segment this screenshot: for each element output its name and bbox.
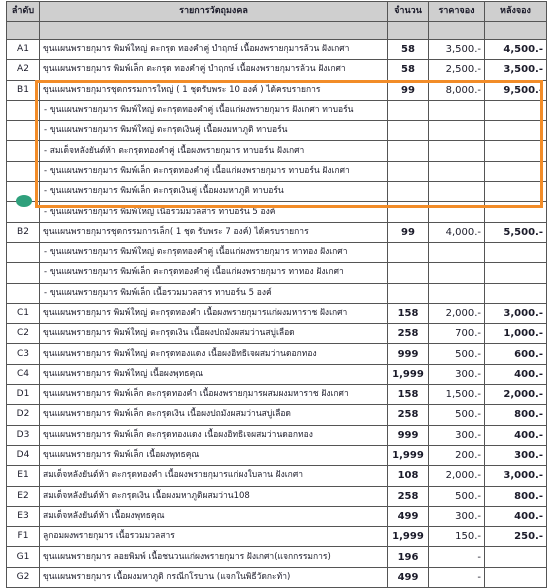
- table-row: [7, 121, 547, 141]
- row-rent-price: [429, 202, 485, 222]
- row-rent-price: 300.-: [429, 364, 485, 384]
- row-code: C2: [7, 324, 40, 344]
- row-name: สมเด็จหลังยันต์ห้า ตะกรุดเงิน เนื้อผงมหาภูติผสมว่าน108: [40, 486, 388, 506]
- row-after-price: 800.-: [485, 486, 547, 506]
- row-after-price: 400.-: [485, 364, 547, 384]
- row-after-price: 400.-: [485, 425, 547, 445]
- row-code: C1: [7, 303, 40, 323]
- row-qty: [388, 141, 429, 161]
- col-header-after: หลังจอง: [485, 2, 547, 22]
- row-qty: 196: [388, 547, 429, 567]
- row-qty: 1,999: [388, 445, 429, 465]
- row-after-price: [485, 121, 547, 141]
- row-rent-price: 1,500.-: [429, 385, 485, 405]
- row-name: ขุนแผนพรายกุมาร พิมพ์เล็ก เนื้อผงพุทธคุณ: [40, 445, 388, 465]
- row-after-price: 3,500.-: [485, 60, 547, 80]
- row-rent-price: 3,500.-: [429, 40, 485, 60]
- row-qty: 1,999: [388, 527, 429, 547]
- row-rent-price: 200.-: [429, 445, 485, 465]
- row-rent-price: [429, 182, 485, 202]
- row-rent-price: 2,000.-: [429, 303, 485, 323]
- row-code: A1: [7, 40, 40, 60]
- row-code: [7, 242, 40, 262]
- row-qty: 58: [388, 40, 429, 60]
- row-after-price: [485, 161, 547, 181]
- row-qty: 499: [388, 567, 429, 587]
- row-after-price: [485, 283, 547, 303]
- row-name: ขุนแผนพรายกุมาร พิมพ์เล็ก ตะกรุดเงิน เนื้อผงปถมังผสมว่านสบู่เลือด: [40, 405, 388, 425]
- row-code: C4: [7, 364, 40, 384]
- row-qty: 999: [388, 425, 429, 445]
- table-row: [7, 60, 547, 80]
- row-qty: [388, 121, 429, 141]
- row-qty: 258: [388, 486, 429, 506]
- row-name: สมเด็จหลังยันต์ห้า ตะกรุดทองคำ เนื้อผงพรายกุมารแก่ผงใบลาน ฝังเกศา: [40, 466, 388, 486]
- row-after-price: 2,000.-: [485, 385, 547, 405]
- row-qty: 58: [388, 60, 429, 80]
- col-header-rent: ราคาจอง: [429, 2, 485, 22]
- row-name: ขุนแผนพรายกุมารชุดกรรมการเล็ก( 1 ชุด รับพระ 7 องค์) ได้ครบรายการ: [40, 222, 388, 242]
- blank-row: [7, 22, 547, 40]
- row-code: E3: [7, 506, 40, 526]
- row-after-price: 800.-: [485, 405, 547, 425]
- row-name: - ขุนแผนพรายกุมาร พิมพ์เล็ก ตะกรุดเงินคู่ เนื้อผงมหาภูติ ทาบอร์น: [40, 182, 388, 202]
- row-rent-price: 2,000.-: [429, 466, 485, 486]
- col-header-code: ลำดับ: [7, 2, 40, 22]
- row-qty: 99: [388, 80, 429, 100]
- row-rent-price: 2,500.-: [429, 60, 485, 80]
- row-after-price: 1,000.-: [485, 324, 547, 344]
- row-rent-price: [429, 100, 485, 120]
- row-name: ขุนแผนพรายกุมาร พิมพ์ใหญ่ ตะกรุดทองคำ เนื้อผงพรายกุมารแก่ผงมหาราช ฝังเกศา: [40, 303, 388, 323]
- table-row: [7, 506, 547, 526]
- marker-dot: [16, 195, 32, 207]
- row-rent-price: [429, 242, 485, 262]
- row-code: A2: [7, 60, 40, 80]
- table-row: [7, 364, 547, 384]
- row-qty: [388, 283, 429, 303]
- row-name: ขุนแผนพรายกุมาร ลอยพิมพ์ เนื้อชนวนแก่ผงพรายกุมาร ฝังเกศา(แจกกรรมการ): [40, 547, 388, 567]
- row-after-price: 3,000.-: [485, 466, 547, 486]
- table-row: [7, 425, 547, 445]
- row-rent-price: 300.-: [429, 425, 485, 445]
- row-name: - ขุนแผนพรายกุมาร พิมพ์เล็ก เนื้อรวมมวลสาร ทาบอร์น 5 องค์: [40, 283, 388, 303]
- row-after-price: 5,500.-: [485, 222, 547, 242]
- row-name: ขุนแผนพรายกุมาร พิมพ์เล็ก ตะกรุดทองแดง เนื้อผงอิทธิเจผสมว่านดอกทอง: [40, 425, 388, 445]
- row-name: ขุนแผนพรายกุมาร พิมพ์เล็ก ตะกรุดทองคำ เนื้อผงพรายกุมารผสมผงมหาราช ฝังเกศา: [40, 385, 388, 405]
- row-rent-price: [429, 121, 485, 141]
- row-name: ขุนแผนพรายกุมาร พิมพ์ใหญ่ เนื้อผงพุทธคุณ: [40, 364, 388, 384]
- row-qty: 258: [388, 405, 429, 425]
- col-header-name: รายการวัตถุมงคล: [40, 2, 388, 22]
- row-rent-price: 150.-: [429, 527, 485, 547]
- table-row: [7, 40, 547, 60]
- row-rent-price: 300.-: [429, 506, 485, 526]
- table-row: [7, 141, 547, 161]
- row-name: - ขุนแผนพรายกุมาร พิมพ์ใหญ่ เนื้อรวมมวลสาร ทาบอร์น 5 องค์: [40, 202, 388, 222]
- row-qty: [388, 242, 429, 262]
- row-after-price: [485, 202, 547, 222]
- table-row: [7, 567, 547, 587]
- row-qty: 499: [388, 506, 429, 526]
- row-after-price: 600.-: [485, 344, 547, 364]
- table-row: [7, 182, 547, 202]
- row-code: C3: [7, 344, 40, 364]
- table-row: [7, 527, 547, 547]
- row-after-price: [485, 100, 547, 120]
- row-after-price: 4,500.-: [485, 40, 547, 60]
- table-row: [7, 222, 547, 242]
- row-name: ขุนแผนพรายกุมาร พิมพ์ใหญ่ ตะกรุด ทองคำคู่ บำฤกษ์ เนื้อผงพรายกุมารล้วน ฝังเกศา: [40, 40, 388, 60]
- row-after-price: 3,000.-: [485, 303, 547, 323]
- table-row: [7, 100, 547, 120]
- row-rent-price: 500.-: [429, 405, 485, 425]
- table-row: [7, 283, 547, 303]
- row-rent-price: [429, 161, 485, 181]
- row-after-price: [485, 263, 547, 283]
- row-qty: 158: [388, 385, 429, 405]
- table-row: [7, 547, 547, 567]
- row-after-price: [485, 242, 547, 262]
- row-qty: [388, 100, 429, 120]
- col-header-qty: จำนวน: [388, 2, 429, 22]
- row-name: ขุนแผนพรายกุมาร พิมพ์ใหญ่ ตะกรุดเงิน เนื้อผงปถมังผสมว่านสบู่เลือด: [40, 324, 388, 344]
- row-code: D2: [7, 405, 40, 425]
- row-rent-price: [429, 263, 485, 283]
- row-rent-price: [429, 141, 485, 161]
- table-row: [7, 405, 547, 425]
- row-name: - ขุนแผนพรายกุมาร พิมพ์ใหญ่ ตะกรุดทองคำคู่ เนื้อแก่ผงพรายกุมาร ทาทอง ฝังเกศา: [40, 242, 388, 262]
- row-after-price: 250.-: [485, 527, 547, 547]
- row-qty: 158: [388, 303, 429, 323]
- row-code: D1: [7, 385, 40, 405]
- table-row: [7, 303, 547, 323]
- table-row: [7, 263, 547, 283]
- row-name: - ขุนแผนพรายกุมาร พิมพ์ใหญ่ ตะกรุดทองคำคู่ เนื้อแก่ผงพรายกุมาร ฝังเกศา ทาบอร์น: [40, 100, 388, 120]
- row-rent-price: -: [429, 547, 485, 567]
- row-code: F1: [7, 527, 40, 547]
- row-after-price: 300.-: [485, 445, 547, 465]
- row-code: [7, 263, 40, 283]
- row-name: ลูกอมผงพรายกุมาร เนื้อรวมมวลสาร: [40, 527, 388, 547]
- row-code: E1: [7, 466, 40, 486]
- row-rent-price: [429, 283, 485, 303]
- row-name: ขุนแผนพรายกุมาร พิมพ์เล็ก ตะกรุด ทองคำคู่ บำฤกษ์ เนื้อผงพรายกุมารล้วน ฝังเกศา: [40, 60, 388, 80]
- row-qty: 99: [388, 222, 429, 242]
- row-name: สมเด็จหลังยันต์ห้า เนื้อผงพุทธคุณ: [40, 506, 388, 526]
- row-name: - ขุนแผนพรายกุมาร พิมพ์เล็ก ตะกรุดทองคำคู่ เนื้อแก่ผงพรายกุมาร ทาทอง ฝังเกศา: [40, 263, 388, 283]
- row-code: E2: [7, 486, 40, 506]
- row-qty: [388, 263, 429, 283]
- amulet-price-table: [6, 1, 547, 588]
- row-qty: 258: [388, 324, 429, 344]
- row-code: B2: [7, 222, 40, 242]
- row-code: D3: [7, 425, 40, 445]
- row-code: G1: [7, 547, 40, 567]
- row-code: B1: [7, 80, 40, 100]
- table-row: [7, 344, 547, 364]
- table-row: [7, 80, 547, 100]
- row-after-price: [485, 141, 547, 161]
- table-row: [7, 486, 547, 506]
- row-name: - สมเด็จหลังยันต์ห้า ตะกรุดทองคำคู่ เนื้อผงพรายกุมาร ทาบอร์น ฝังเกศา: [40, 141, 388, 161]
- table-header-row: [7, 2, 547, 22]
- row-after-price: [485, 567, 547, 587]
- table-row: [7, 385, 547, 405]
- row-after-price: 9,500.-: [485, 80, 547, 100]
- row-qty: 1,999: [388, 364, 429, 384]
- row-rent-price: 500.-: [429, 344, 485, 364]
- row-after-price: [485, 547, 547, 567]
- table-row: [7, 161, 547, 181]
- row-code: [7, 283, 40, 303]
- table-row: [7, 466, 547, 486]
- row-rent-price: 8,000.-: [429, 80, 485, 100]
- row-name: - ขุนแผนพรายกุมาร พิมพ์ใหญ่ ตะกรุดเงินคู่ เนื้อผงมหาภูติ ทาบอร์น: [40, 121, 388, 141]
- row-after-price: 400.-: [485, 506, 547, 526]
- table-row: [7, 242, 547, 262]
- row-rent-price: 4,000.-: [429, 222, 485, 242]
- row-qty: 999: [388, 344, 429, 364]
- row-code: [7, 121, 40, 141]
- table-row: [7, 202, 547, 222]
- row-name: ขุนแผนพรายกุมาร เนื้อผงมหาภูติ กรณีกโรบาน (แจกในพิธีวัดกะท้า): [40, 567, 388, 587]
- row-name: ขุนแผนพรายกุมาร พิมพ์ใหญ่ ตะกรุดทองแดง เนื้อผงอิทธิเจผสมว่านดอกทอง: [40, 344, 388, 364]
- row-after-price: [485, 182, 547, 202]
- row-qty: [388, 202, 429, 222]
- row-code: [7, 100, 40, 120]
- row-rent-price: -: [429, 567, 485, 587]
- row-qty: [388, 182, 429, 202]
- table-row: [7, 324, 547, 344]
- row-code: G2: [7, 567, 40, 587]
- row-qty: [388, 161, 429, 181]
- row-name: ขุนแผนพรายกุมารชุดกรรมการใหญ่ ( 1 ชุดรับพระ 10 องค์ ) ได้ครบรายการ: [40, 80, 388, 100]
- row-code: [7, 141, 40, 161]
- row-name: - ขุนแผนพรายกุมาร พิมพ์เล็ก ตะกรุดทองคำคู่ เนื้อแก่ผงพรายกุมาร ทาบอร์น ฝังเกศา: [40, 161, 388, 181]
- row-code: D4: [7, 445, 40, 465]
- row-code: [7, 161, 40, 181]
- row-rent-price: 500.-: [429, 486, 485, 506]
- row-rent-price: 700.-: [429, 324, 485, 344]
- table-row: [7, 445, 547, 465]
- row-qty: 108: [388, 466, 429, 486]
